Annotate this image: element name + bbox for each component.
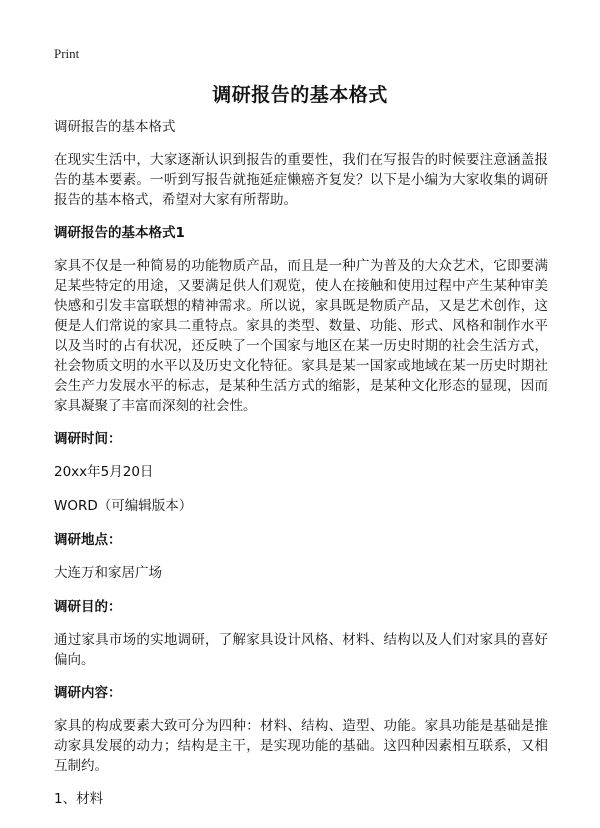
- word-note: WORD（可编辑版本）: [54, 498, 193, 514]
- page-title: 调研报告的基本格式: [212, 84, 388, 106]
- content-heading: 调研内容：: [54, 685, 122, 701]
- section1-paragraph: 家具不仅是一种简易的功能物质产品，而且是一种广为普及的大众艺术，它即要满足某些特定的用途，又要满足供人们观览，使人在接触和使用过程中产生某种审美快感和引发丰富联想的精神需求。所以说，家具既是物质产品，又是艺术创作，这便是人们常说的家具二重特点。家具的类型、数量、功能、形式、风格和制作水平以及当时的占有状况，还反映了一个国家与地区在某一历史时期的社会生活方式，社会物质文明的水平以及历史文化特征。家具是某一国家或地域在某一历史时期社会生产力发展水平的标志，是某种生活方式的缩影，是某种文化形态的显现，因而家具凝聚了丰富而深刻的社会性。: [54, 258, 548, 414]
- content-paragraph: 家具的构成要素大致可分为四种：材料、结构、造型、功能。家具功能是基础是推动家具发展的动力；结构是主干，是实现功能的基础。这四种因素相互联系，又相互制约。: [54, 718, 548, 774]
- intro-paragraph: 在现实生活中，大家逐渐认识到报告的重要性，我们在写报告的时候要注意涵盖报告的基本要素。一听到写报告就拖延症懒癌齐复发？以下是小编为大家收集的调研报告的基本格式，希望对大家有所帮助。: [54, 152, 548, 208]
- place-value: 大连万和家居广场: [54, 565, 162, 581]
- purpose-paragraph: 通过家具市场的实地调研，了解家具设计风格、材料、结构以及人们对家具的喜好偏向。: [54, 632, 548, 668]
- document-body: [54, 117, 548, 823]
- print-label: Print: [54, 46, 80, 61]
- time-value: 20xx年5月20日: [54, 464, 154, 480]
- place-heading: 调研地点：: [54, 532, 122, 548]
- list-item-materials: 1、材料: [54, 791, 104, 807]
- document-subtitle: 调研报告的基本格式: [54, 119, 176, 135]
- time-heading: 调研时间：: [54, 431, 122, 447]
- purpose-heading: 调研目的：: [54, 599, 122, 615]
- section1-heading: 调研报告的基本格式1: [54, 225, 185, 241]
